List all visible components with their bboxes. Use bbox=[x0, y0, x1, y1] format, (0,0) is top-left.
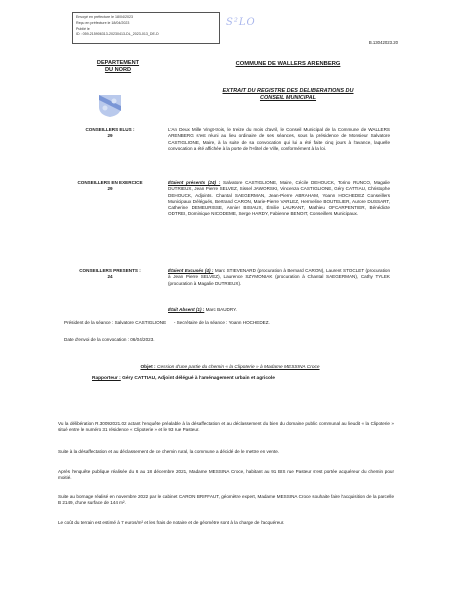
stamp-line: ID : 059-215906313-20230413-DL_2023-013_DE-D bbox=[76, 32, 159, 37]
elus-label bbox=[60, 127, 160, 139]
presents-lead: Étaient présents (24) : bbox=[168, 180, 221, 185]
extract-title-line: EXTRAIT DU REGISTRE DES DELIBERATIONS DU bbox=[222, 88, 354, 94]
objet-line bbox=[80, 365, 380, 370]
exercice-title: CONSEILLERS EN EXERCICE bbox=[77, 180, 143, 185]
rapporteur-line bbox=[92, 376, 382, 381]
elus-text: L'An Deux Mille Vingt-trois, le treize du mois d'avril, le Conseil Municipal de la Commune de WALLERS ARENBERG s'est réuni au lieu ordinaire de ses séances, sous la présidence de Monsieur Salvatore CASTIGLIONE, Maire, à la suite de sa convocation qui lui a été faite cinq jours à l'avance, laquelle convocation a été affichée à la porte de l'Hôtel de Ville, conformément à la loi. bbox=[168, 127, 390, 151]
signature-mark: S²LO bbox=[226, 17, 256, 28]
president-line bbox=[64, 320, 394, 326]
extract-title bbox=[188, 88, 388, 102]
exercice-label bbox=[60, 180, 160, 192]
rapporteur-label: Rapporteur : bbox=[92, 376, 121, 381]
prefecture-stamp bbox=[72, 12, 220, 44]
excuses-lead: Étaient Excusés (4) : bbox=[168, 268, 214, 273]
elus-count: 29 bbox=[107, 133, 113, 138]
body-paragraph: Suite à la désaffectation et au déclassement de ce chemin rural, la commune a décidé de le mettre en vente. bbox=[58, 449, 280, 454]
body-paragraph: Le coût du terrain est estimé à 7 euros/m² et les frais de notaire et de géomètre sont à la charge de l'acquéreur. bbox=[58, 520, 285, 525]
department-line: DEPARTEMENT bbox=[96, 60, 140, 66]
president-text: Président de la séance : Salvatore CASTIGLIONE bbox=[64, 320, 167, 325]
excuses-list: Marc STIEVENARD (procuration à Bernard CARON), Laurent STOCLET (procuration à Jean Pierre SELVEZ), Laurence SZYMONIAK (procuration à Chantal SAEGERMAN), Cathy TYLEK (procuration à Magalie DUTRIEUX). bbox=[168, 268, 391, 286]
department-header bbox=[68, 60, 168, 74]
absent-list: Marc BAUDRY. bbox=[204, 307, 237, 312]
presents-label bbox=[60, 268, 160, 280]
body-paragraph: Suite au bornage réalisé en novembre 2022 par le cabinet CARON BRIFFAUT, géomètre expert, Madame MESSINA Croce souhaite faire l'acquisition de la parcelle B 2149, d'une surface de 144 m². bbox=[58, 494, 394, 506]
body-paragraph: Après l'enquête publique réalisée du 6 au 18 décembre 2021, Madame MESSINA Croce, habitant au 91 BIS rue Pasteur s'est portée acquéreur du chemin pour moitié. bbox=[58, 469, 394, 481]
rapporteur-value: Géry CATTIAU, Adjoint délégué à l'aménagement urbain et agricole bbox=[120, 376, 275, 381]
department-line: DU NORD bbox=[104, 67, 132, 73]
stamp-line: Envoyé en préfecture le 18/04/2023 bbox=[76, 15, 133, 19]
secretaire-text: - Secrétaire de la séance : Yoann HOCHEDEZ. bbox=[173, 320, 270, 325]
presents-title: CONSEILLERS PRESENTS : bbox=[79, 268, 141, 273]
date-envoi: Date d'envoi de la convocation : 06/04/2023. bbox=[64, 337, 155, 342]
reference-number: B.13042023.20 bbox=[368, 40, 398, 45]
commune-title: COMMUNE DE WALLERS ARENBERG bbox=[235, 61, 341, 67]
absent-text bbox=[168, 307, 390, 313]
stamp-line: Reçu en préfecture le 18/04/2023 bbox=[76, 20, 130, 25]
objet-value: Cession d'une partie du chemin « la Clipoterie » à Madame MESSINA Croce bbox=[155, 365, 320, 370]
exercice-text bbox=[168, 180, 390, 218]
elus-title: CONSEILLERS ELUS : bbox=[85, 127, 135, 132]
presents-list: Salvatore CASTIGLIONE, Maire, Cécile DEHOUCK, Torino RUNCO, Magalie DUTRIEUX, Jean Pierre SELVEZ, Sissel JAWORSKI, Vincenza CASTIGLIONE, Géry CATTIAU, Christophe DEHOUCK, Adjoints. Chantal SAEGERMAN, Jean-Pierre ABRAHAM, Yoann HOCHEDEZ Conseillers Municipaux Délégués, Bertrand CARON, Marie-Pierre VARLEZ, Hermeline BOUTELIER, Aurore DUSSART, Catherine DEMEURISSE, Annie! BISIAUX, Émilie LAURANT, Mathieu OFCARPENTIER, Bénédicte ODTREI, Dominique NICODEME, Serge HARDY, Fabienne BENOIT, Conseillers Municipaux. bbox=[168, 180, 390, 217]
extract-title-line: CONSEIL MUNICIPAL bbox=[259, 95, 317, 101]
stamp-line: Publié le bbox=[76, 26, 90, 31]
excuses-text bbox=[168, 268, 390, 287]
presents-count: 24 bbox=[107, 274, 113, 279]
absent-lead: Était Absent (1) : bbox=[168, 307, 205, 312]
objet-label: Objet : bbox=[140, 365, 156, 370]
body-paragraph: Vu la délibération R.30092021.02 actant l'enquête préalable à la désaffectation et au déclassement du bien du domaine public communal au lieudit « la Clipoterie » situé entre le numéro 31 résidence « Clipoterie » et le 93 rue Pasteur. bbox=[58, 421, 394, 433]
coat-of-arms-icon bbox=[97, 94, 123, 118]
exercice-count: 29 bbox=[107, 186, 113, 191]
